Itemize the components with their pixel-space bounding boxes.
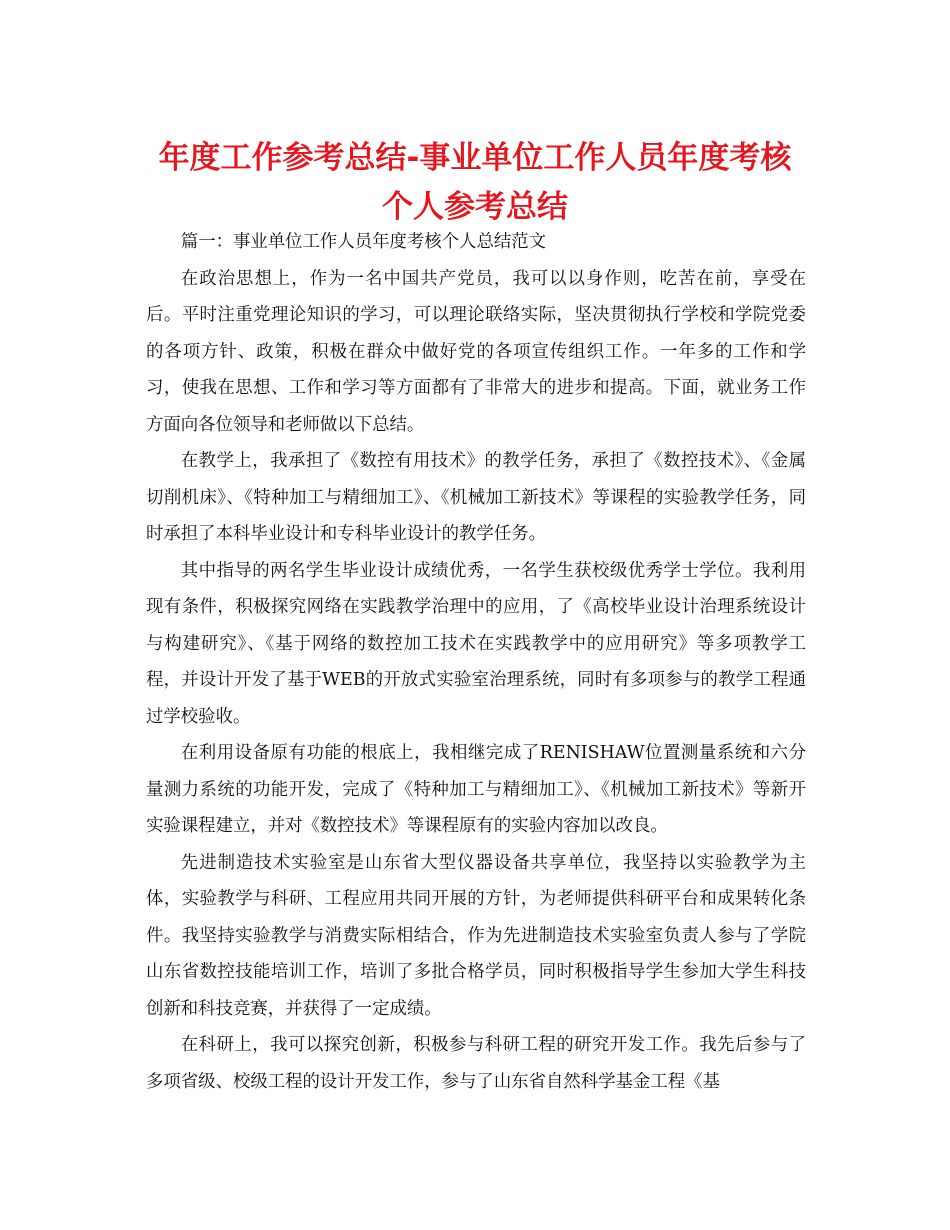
body-paragraph: 在政治思想上，作为一名中国共产党员，我可以以身作则，吃苦在前，享受在后。平时注重党理论知识的学习，可以理论联络实际，坚决贯彻执行学校和学院党委的各项方针、政策，积极在群众中做好党的各项宣传组织工作。一年多的工作和学习，使我在思想、工作和学习等方面都有了非常大的进步和提高。下面，就业务工作方面向各位领导和老师做以下总结。 bbox=[146, 268, 806, 435]
body-paragraph: 在科研上，我可以探究创新，积极参与科研工程的研究开发工作。我先后参与了多项省级、校级工程的设计开发工作，参与了山东省自然科学基金工程《基 bbox=[146, 1035, 806, 1092]
body-paragraph: 先进制造技术实验室是山东省大型仪器设备共享单位，我坚持以实验教学为主体，实验教学与科研、工程应用共同开展的方针，为老师提供科研平台和成果转化条件。我坚持实验教学与消费实际相结合，作为先进制造技术实验室负责人参与了学院山东省数控技能培训工作，培训了多批合格学员，同时积极指导学生参加大学生科技创新和科技竞赛，并获得了一定成绩。 bbox=[146, 852, 806, 1019]
body-paragraph: 在利用设备原有功能的根底上，我相继完成了RENISHAW位置测量系统和六分量测力系统的功能开发，完成了《特种加工与精细加工》、《机械加工新技术》等新开实验课程建立，并对《数控技术》等课程原有的实验内容加以改良。 bbox=[146, 743, 806, 836]
document-title-line-2: 个人参考总结 bbox=[382, 189, 568, 225]
section-heading: 篇一：事业单位工作人员年度考核个人总结范文 bbox=[180, 232, 547, 252]
document-body bbox=[146, 224, 806, 1100]
body-paragraph: 其中指导的两名学生毕业设计成绩优秀，一名学生获校级优秀学士学位。我利用现有条件，积极探究网络在实践教学治理中的应用，了《高校毕业设计治理系统设计与构建研究》、《基于网络的数控加工技术在实践教学中的应用研究》等多项教学工程，并设计开发了基于WEB的开放式实验室治理系统，同时有多项参与的教学工程通过学校验收。 bbox=[146, 560, 806, 727]
body-paragraph: 在教学上，我承担了《数控有用技术》的教学任务，承担了《数控技术》、《金属切削机床》、《特种加工与精细加工》、《机械加工新技术》等课程的实验教学任务，同时承担了本科毕业设计和专科毕业设计的教学任务。 bbox=[146, 451, 806, 544]
document-title-line-1: 年度工作参考总结-事业单位工作人员年度考核 bbox=[158, 140, 792, 176]
